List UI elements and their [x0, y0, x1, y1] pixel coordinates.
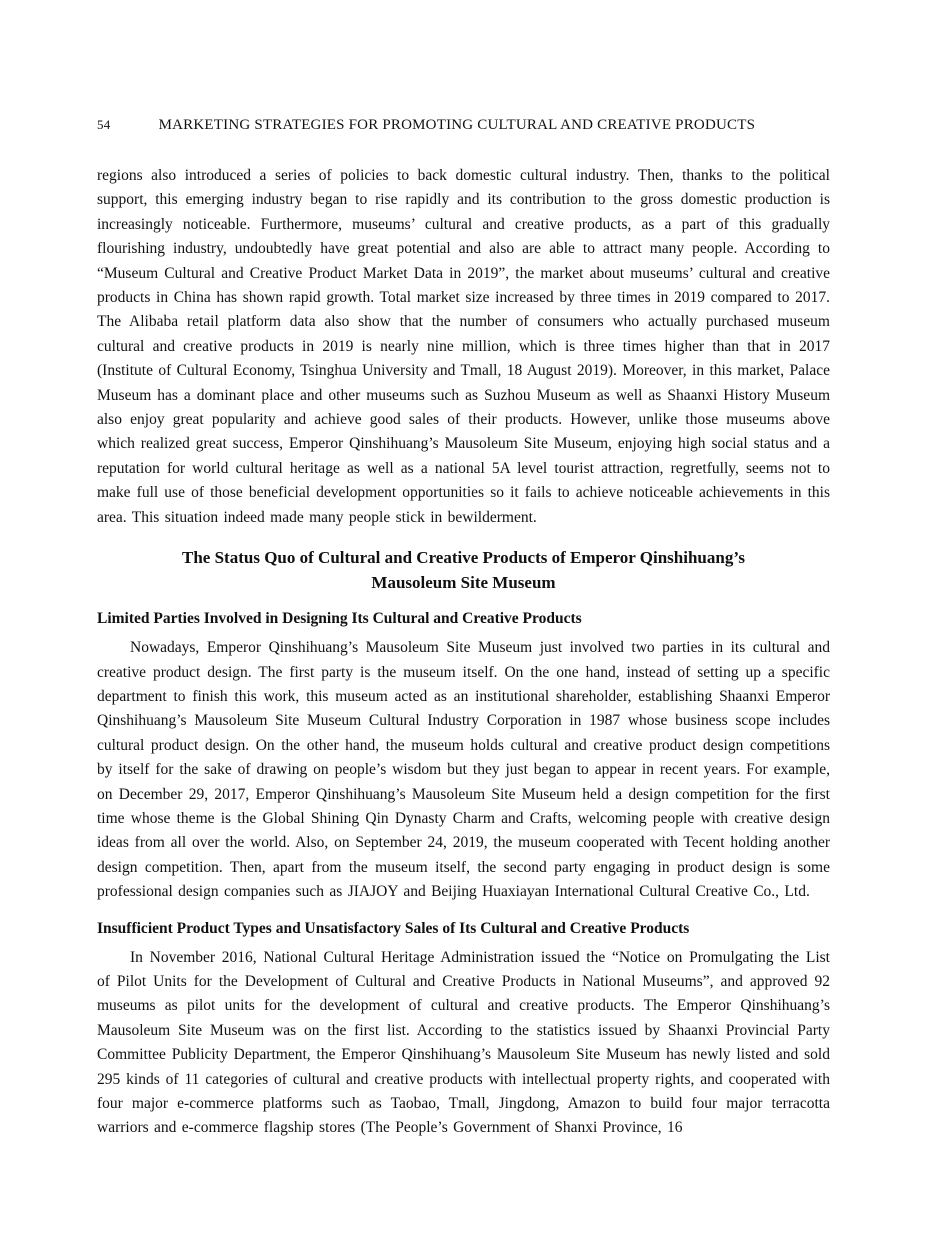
section-heading-line-1: The Status Quo of Cultural and Creative Products of Emperor Qinshihuang’s [182, 548, 745, 568]
paragraph-market-overview: regions also introduced a series of policies to back domestic cultural industry. Then, thanks to the political support, this emerging industry began to rise rapidly and its contribution to the gross domestic production is increasingly noticeable. Furthermore, museums’ cultural and creative products, as a part of this gradually flourishing industry, undoubtedly have great potential and also are able to attract many people. According to “Museum Cultural and Creative Product Market Data in 2019”, the market about museums’ cultural and creative products in China has shown rapid growth. Total market size increased by three times in 2019 compared to 2017. The Alibaba retail platform data also show that the number of consumers who actually purchased museum cultural and creative products in 2019 is nearly nine million, which is three times higher than that in 2017 (Institute of Cultural Economy, Tsinghua University and Tmall, 18 August 2019). Moreover, in this market, Palace Museum has a dominant place and other museums such as Suzhou Museum as well as Shaanxi History Museum also enjoy great popularity and achieve good sales of their products. However, unlike those museums above which realized great success, Emperor Qinshihuang’s Mausoleum Site Museum, enjoying high social status and a reputation for world cultural heritage as well as a national 5A level tourist attraction, regretfully, seems not to make full use of those beneficial development opportunities so it fails to achieve noticeable achievements in this area. This situation indeed made many people stick in bewilderment. [97, 167, 830, 526]
page-header [97, 117, 830, 134]
paragraph-design-parties: Nowadays, Emperor Qinshihuang’s Mausoleum Site Museum just involved two parties in its cultural and creative product design. The first party is the museum itself. On the one hand, instead of setting up a specific department to finish this work, this museum acted as an institutional shareholder, establishing Shaanxi Emperor Qinshihuang’s Mausoleum Site Museum Cultural Industry Corporation in 1987 whose business scope includes cultural product design. On the other hand, the museum holds cultural and creative product design competitions by itself for the sake of drawing on people’s wisdom but they just began to appear in recent years. For example, on December 29, 2017, Emperor Qinshihuang’s Mausoleum Site Museum held a design competition for the first time whose theme is the Global Shining Qin Dynasty Charm and Crafts, welcoming people with creative design ideas from all over the world. Also, on September 24, 2019, the museum cooperated with Tecent holding another design competition. Then, apart from the museum itself, the second party engaging in product design is some professional design companies such as JIAJOY and Beijing Huaxiayan International Cultural Creative Co., Ltd. [97, 639, 830, 901]
section-heading [97, 545, 830, 595]
paragraph-product-types-sales: In November 2016, National Cultural Heritage Administration issued the “Notice on Promulgating the List of Pilot Units for the Development of Cultural and Creative Products in National Museums”, and approved 92 museums as pilot units for the development of cultural and creative products. The Emperor Qinshihuang’s Mausoleum Site Museum was on the first list. According to the statistics issued by Shaanxi Provincial Party Committee Publicity Department, the Emperor Qinshihuang’s Mausoleum Site Museum has newly listed and sold 295 kinds of 11 categories of cultural and creative products with intellectual property rights, and cooperated with four major e-commerce platforms such as Taobao, Tmall, Jingdong, Amazon to build four major terracotta warriors and e-commerce flagship stores (The People’s Government of Shanxi Province, 16 [97, 948, 830, 1137]
section-heading-line-2: Mausoleum Site Museum [371, 573, 556, 593]
page-number: 54 [97, 117, 111, 132]
running-header: MARKETING STRATEGIES FOR PROMOTING CULTURAL AND CREATIVE PRODUCTS [158, 117, 756, 133]
subheading-insufficient-products: Insufficient Product Types and Unsatisfactory Sales of Its Cultural and Creative Products [97, 919, 690, 937]
subheading-limited-parties: Limited Parties Involved in Designing Its Cultural and Creative Products [97, 610, 582, 628]
